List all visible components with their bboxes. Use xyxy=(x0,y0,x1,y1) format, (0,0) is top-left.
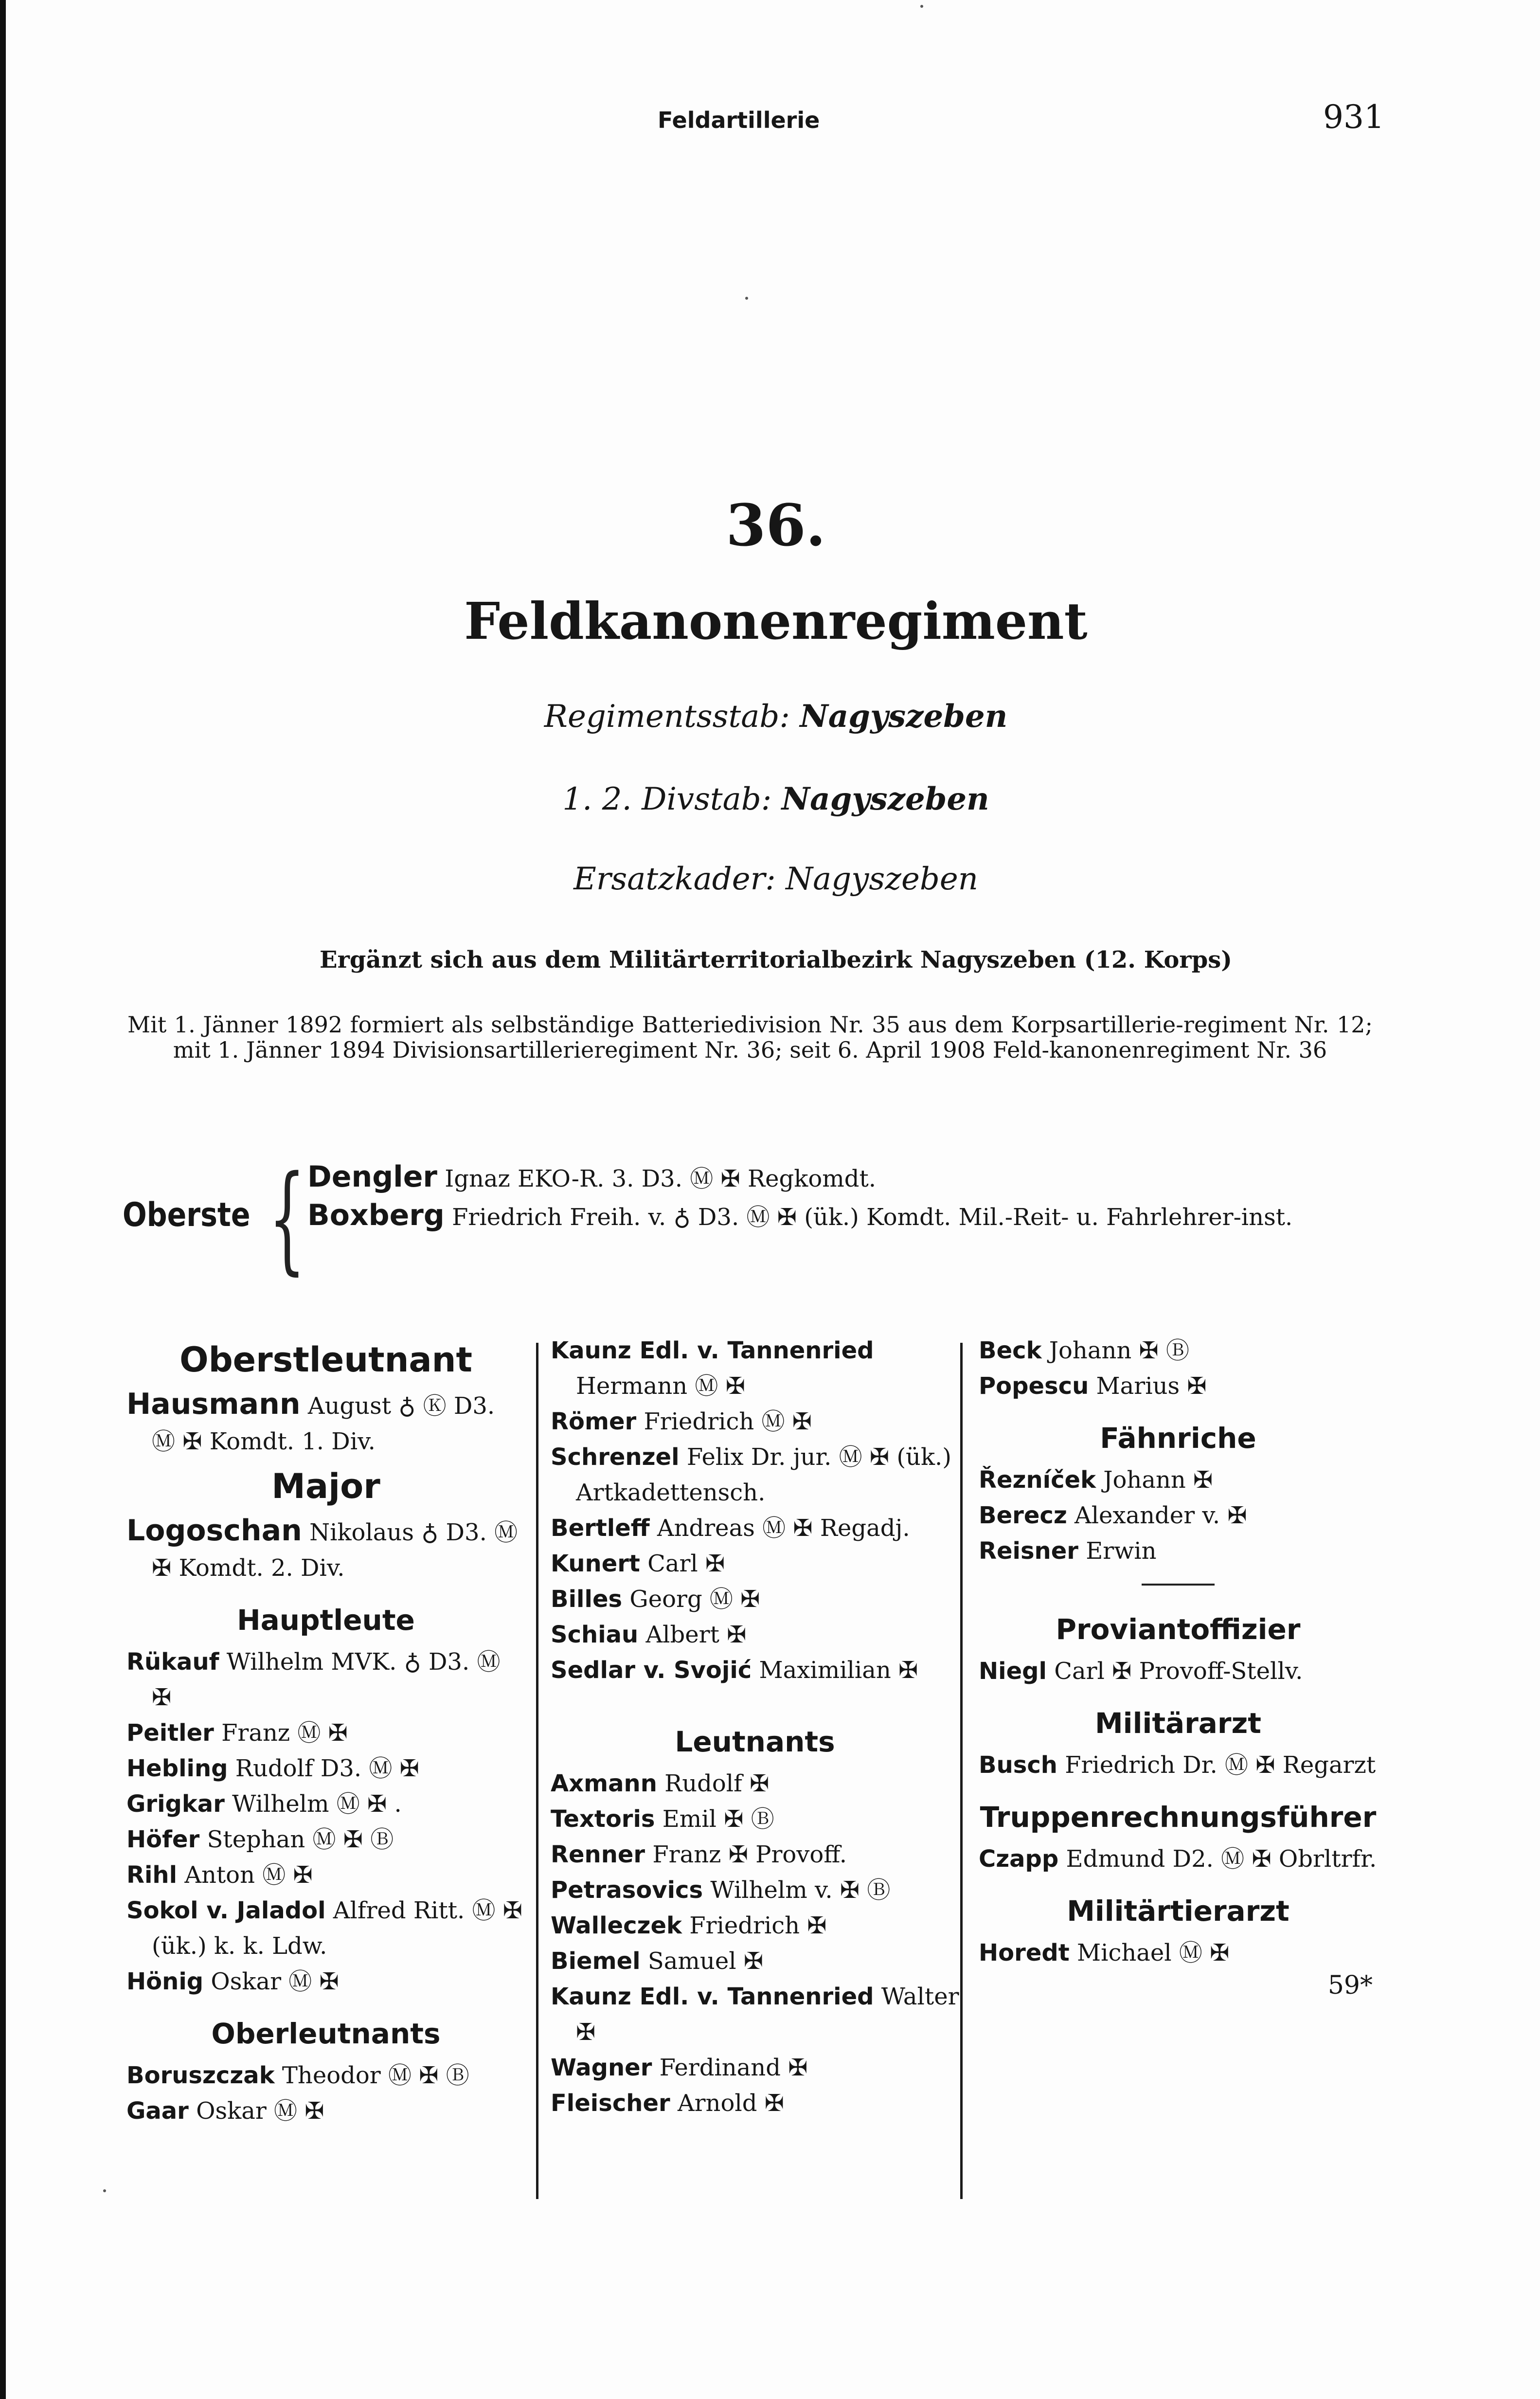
column-divider xyxy=(960,1343,963,2199)
section-heading: Proviantoffizier xyxy=(1056,1613,1301,1646)
section-heading: Major xyxy=(271,1466,380,1506)
list-item: Kunert Carl ✠ xyxy=(551,1550,725,1577)
reserve-label: Ersatzkader: xyxy=(573,861,776,897)
column-divider xyxy=(536,1343,538,2199)
list-item: Kaunz Edl. v. Tannenried Walter ✠ xyxy=(551,1983,959,2046)
reserve-place: Nagyszeben xyxy=(786,861,978,897)
list-item: Boxberg Friedrich Freih. v. ♁ D3. Ⓜ ✠ (ük.) Komdt. Mil.-Reit- u. Fahrlehrer-inst. xyxy=(307,1198,1293,1232)
list-item: Logoschan Nikolaus ♁ D3. Ⓜ ✠ Komdt. 2. Div. xyxy=(126,1514,518,1582)
list-item: Höfer Stephan Ⓜ ✠ Ⓑ xyxy=(126,1826,394,1853)
regiment-number: 36. xyxy=(726,491,826,559)
reserve-line xyxy=(6,861,1540,897)
column-1 xyxy=(126,1333,525,2129)
list-item: Popescu Marius ✠ xyxy=(979,1372,1207,1400)
list-item: Bertleff Andreas Ⓜ ✠ Regadj. xyxy=(551,1515,910,1542)
list-item: Grigkar Wilhelm Ⓜ ✠ . xyxy=(126,1790,402,1818)
list-item: Axmann Rudolf ✠ xyxy=(551,1770,770,1797)
running-head-title: Feldartillerie xyxy=(658,107,820,133)
list-item: Sokol v. Jaladol Alfred Ritt. Ⓜ ✠ (ük.) k. k. Ldw. xyxy=(126,1897,522,1960)
division-place: Nagyszeben xyxy=(781,781,989,817)
page-number: 931 xyxy=(1323,98,1384,136)
list-item: Horedt Michael Ⓜ ✠ xyxy=(979,1939,1230,1966)
list-item: Gaar Oskar Ⓜ ✠ xyxy=(126,2097,324,2125)
staff-label: Regimentsstab: xyxy=(544,699,790,735)
section-heading: Militärarzt xyxy=(1094,1707,1262,1740)
section-heading: Oberstleutnant xyxy=(179,1340,472,1380)
division-label: 1. 2. Divstab: xyxy=(562,781,772,817)
list-item: Schiau Albert ✠ xyxy=(551,1621,747,1648)
list-item: Textoris Emil ✠ Ⓑ xyxy=(551,1805,774,1833)
curly-brace-icon: { xyxy=(269,1150,306,1286)
list-item: Berecz Alexander v. ✠ xyxy=(979,1502,1247,1529)
list-item: Kaunz Edl. v. Tannenried Hermann Ⓜ ✠ xyxy=(551,1337,874,1400)
list-item: Boruszczak Theodor Ⓜ ✠ Ⓑ xyxy=(126,2062,469,2089)
list-item: Petrasovics Wilhelm v. ✠ Ⓑ xyxy=(551,1876,891,1904)
list-item: Wagner Ferdinand ✠ xyxy=(551,2054,808,2081)
oberste-label: Oberste xyxy=(123,1196,251,1234)
running-head xyxy=(6,97,1540,136)
oberste-list xyxy=(307,1159,1387,1236)
list-item: Beck Johann ✠ Ⓑ xyxy=(979,1337,1190,1364)
section-heading: Truppenrechnungsführer xyxy=(980,1801,1377,1834)
column-2 xyxy=(551,1333,959,2121)
section-heading: Fähnriche xyxy=(1100,1422,1256,1455)
section-divider xyxy=(1142,1584,1215,1586)
list-item: Rükauf Wilhelm MVK. ♁ D3. Ⓜ ✠ xyxy=(126,1648,501,1711)
list-item: Fleischer Arnold ✠ xyxy=(551,2090,784,2117)
printer-signature: 59* xyxy=(1327,1971,1373,2000)
list-item: Renner Franz ✠ Provoff. xyxy=(551,1841,847,1868)
list-item: Niegl Carl ✠ Provoff-Stellv. xyxy=(979,1658,1303,1685)
list-item: Busch Friedrich Dr. Ⓜ ✠ Regarzt xyxy=(979,1751,1376,1779)
oberste-block xyxy=(123,1150,1387,1286)
list-item: Řezníček Johann ✠ xyxy=(979,1466,1213,1494)
staff-place: Nagyszeben xyxy=(800,698,1008,735)
list-item: Dengler Ignaz EKO-R. 3. D3. Ⓜ ✠ Regkomdt. xyxy=(307,1160,877,1194)
section-heading: Leutnants xyxy=(675,1725,835,1758)
list-item: Walleczek Friedrich ✠ xyxy=(551,1912,827,1939)
column-3 xyxy=(979,1333,1378,2000)
list-item: Billes Georg Ⓜ ✠ xyxy=(551,1586,760,1613)
section-heading: Hauptleute xyxy=(237,1604,415,1637)
speck xyxy=(103,2189,106,2192)
section-heading: Oberleutnants xyxy=(211,2017,441,2050)
regiment-title: Feldkanonenregiment xyxy=(464,591,1088,651)
speck xyxy=(920,5,923,8)
list-item: Biemel Samuel ✠ xyxy=(551,1948,764,1975)
regiment-history: Mit 1. Jänner 1892 formiert als selbständige Batteriedivision Nr. 35 aus dem Korpsartillerie-regiment Nr. 12; mit 1. Jänner 1894 Divisionsartillerieregiment Nr. 36; seit 6. April 1908 Feld-kanonenregiment Nr. 36 xyxy=(127,1011,1373,1063)
list-item: Rihl Anton Ⓜ ✠ xyxy=(126,1861,313,1889)
list-item: Czapp Edmund D2. Ⓜ ✠ Obrltrfr. xyxy=(979,1845,1377,1873)
list-item: Römer Friedrich Ⓜ ✠ xyxy=(551,1408,812,1435)
list-item: Sedlar v. Svojić Maximilian ✠ xyxy=(551,1657,918,1684)
list-item: Schrenzel Felix Dr. jur. Ⓜ ✠ (ük.) Artkadettensch. xyxy=(551,1443,952,1506)
regiment-staff-line xyxy=(6,698,1540,735)
list-item: Hönig Oskar Ⓜ ✠ xyxy=(126,1968,339,1995)
section-heading: Militärtierarzt xyxy=(1067,1894,1289,1928)
list-item: Hausmann August ♁ Ⓚ D3. Ⓜ ✠ Komdt. 1. Div. xyxy=(126,1387,495,1455)
list-item: Reisner Erwin xyxy=(979,1537,1157,1565)
list-item: Peitler Franz Ⓜ ✠ xyxy=(126,1719,348,1747)
recruitment-note: Ergänzt sich aus dem Militärterritorialbezirk Nagyszeben (12. Korps) xyxy=(320,946,1232,974)
speck xyxy=(745,297,748,300)
division-staff-line xyxy=(6,781,1540,817)
list-item: Hebling Rudolf D3. Ⓜ ✠ xyxy=(126,1755,419,1782)
